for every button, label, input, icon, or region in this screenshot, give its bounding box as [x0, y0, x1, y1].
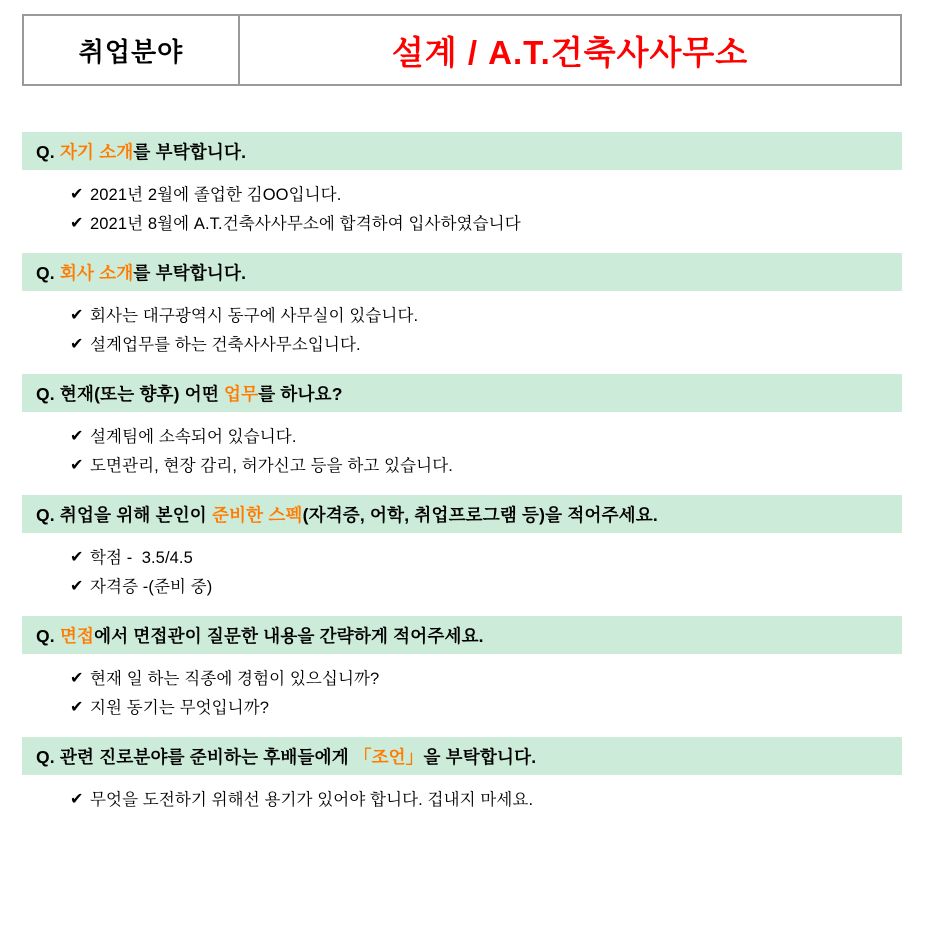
question-text	[36, 744, 536, 769]
question-highlight: 업무	[224, 383, 259, 404]
question-bar	[22, 737, 902, 775]
check-mark-icon: ✔	[70, 699, 84, 716]
qa-list	[22, 132, 903, 811]
question-text	[36, 623, 484, 648]
answer-row	[70, 305, 903, 327]
answer-text: 지원 동기는 무엇입니까?	[90, 699, 270, 717]
question-text	[36, 139, 246, 164]
qa-block	[22, 374, 903, 477]
check-mark-icon: ✔	[70, 186, 84, 203]
header-title-cell	[240, 16, 900, 84]
answer-list	[22, 775, 903, 811]
answer-text: 회사는 대구광역시 동구에 사무실이 있습니다.	[90, 307, 419, 325]
answer-list	[22, 412, 903, 477]
answer-row	[70, 426, 903, 448]
header-banner	[22, 14, 902, 86]
question-bar	[22, 132, 902, 170]
question-bar	[22, 495, 902, 533]
question-bar	[22, 616, 902, 654]
answer-text: 설계팀에 소속되어 있습니다.	[90, 428, 297, 446]
answer-text: 현재 일 하는 직종에 경험이 있으십니까?	[90, 670, 380, 688]
question-text	[36, 502, 658, 527]
question-highlight: 면접	[59, 625, 95, 646]
header-category-cell	[24, 16, 240, 84]
answer-row	[70, 184, 903, 206]
check-mark-icon: ✔	[70, 336, 84, 353]
question-prefix: Q.	[36, 141, 60, 162]
question-prefix: Q. 관련 진로분야를 준비하는 후배들에게	[36, 746, 354, 767]
question-prefix: Q.	[36, 262, 60, 283]
check-mark-icon: ✔	[70, 670, 84, 687]
question-highlight: 자기 소개	[59, 141, 134, 162]
answer-row	[70, 455, 903, 477]
answer-text: 학점 - 3.5/4.5	[90, 549, 193, 567]
question-prefix: Q. 현재(또는 향후) 어떤	[36, 383, 225, 404]
answer-row	[70, 334, 903, 356]
answer-text: 자격증 -(준비 중)	[90, 578, 213, 596]
question-suffix: 을 부탁합니다.	[423, 746, 537, 767]
page-title: 설계 / A.T.건축사사무소	[391, 33, 749, 71]
question-suffix: 에서 면접관이 질문한 내용을 간략하게 적어주세요.	[94, 625, 484, 646]
qa-block	[22, 495, 903, 598]
question-prefix: Q. 취업을 위해 본인이	[36, 504, 212, 525]
check-mark-icon: ✔	[70, 307, 84, 324]
question-highlight: 「조언」	[353, 746, 424, 767]
question-prefix: Q.	[36, 625, 60, 646]
question-text	[36, 260, 246, 285]
qa-block	[22, 132, 903, 235]
check-mark-icon: ✔	[70, 215, 84, 232]
answer-text: 도면관리, 현장 감리, 허가신고 등을 하고 있습니다.	[90, 457, 453, 475]
question-suffix: 를 하나요?	[258, 383, 343, 404]
check-mark-icon: ✔	[70, 578, 84, 595]
answer-text: 설계업무를 하는 건축사사무소입니다.	[90, 336, 361, 354]
answer-list	[22, 533, 903, 598]
answer-list	[22, 170, 903, 235]
question-suffix: 를 부탁합니다.	[133, 141, 247, 162]
qa-block	[22, 737, 903, 811]
answer-row	[70, 668, 903, 690]
question-bar	[22, 253, 902, 291]
question-bar	[22, 374, 902, 412]
answer-text: 2021년 2월에 졸업한 김OO입니다.	[90, 186, 342, 204]
question-text	[36, 381, 343, 406]
answer-list	[22, 654, 903, 719]
answer-row	[70, 789, 903, 811]
answer-text: 2021년 8월에 A.T.건축사사무소에 합격하여 입사하였습니다	[90, 215, 521, 233]
check-mark-icon: ✔	[70, 457, 84, 474]
check-mark-icon: ✔	[70, 549, 84, 566]
answer-list	[22, 291, 903, 356]
answer-row	[70, 213, 903, 235]
answer-row	[70, 547, 903, 569]
answer-text: 무엇을 도전하기 위해선 용기가 있어야 합니다. 겁내지 마세요.	[90, 791, 534, 809]
header-category-label: 취업분야	[78, 36, 184, 67]
question-highlight: 준비한 스펙	[211, 504, 303, 525]
answer-row	[70, 576, 903, 598]
question-highlight: 회사 소개	[59, 262, 134, 283]
question-suffix: 를 부탁합니다.	[133, 262, 247, 283]
check-mark-icon: ✔	[70, 791, 84, 808]
question-suffix: (자격증, 어학, 취업프로그램 등)을 적어주세요.	[302, 504, 658, 525]
qa-block	[22, 253, 903, 356]
qa-block	[22, 616, 903, 719]
check-mark-icon: ✔	[70, 428, 84, 445]
answer-row	[70, 697, 903, 719]
